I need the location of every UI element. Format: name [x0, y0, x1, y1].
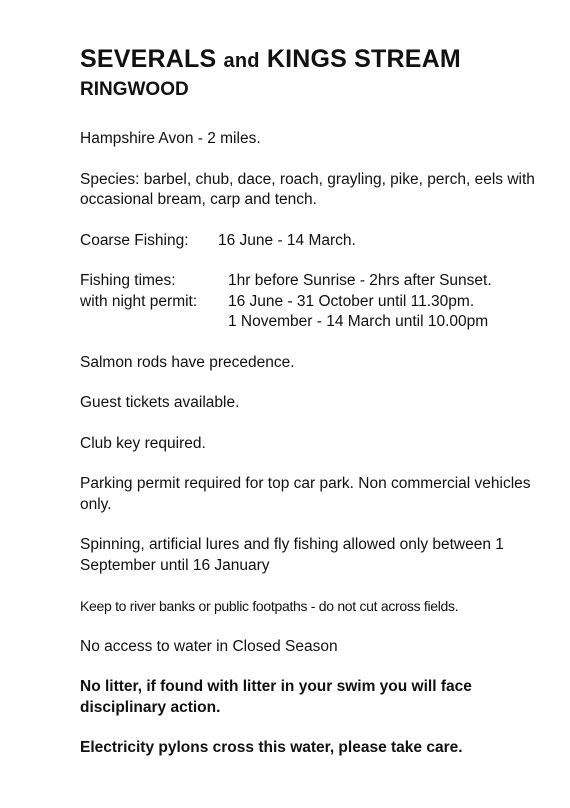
coarse-fishing-label: Coarse Fishing:: [80, 231, 189, 249]
night-permit-value-1: 16 June - 31 October until 11.30pm.: [228, 292, 475, 310]
night-permit-value-2: 1 November - 14 March until 10.00pm: [228, 313, 489, 330]
banks-rule: Keep to river banks or public footpaths - do not cut across fields.: [80, 598, 459, 614]
night-permit-spacer: [80, 312, 228, 333]
litter-rule: No litter, if found with litter in your swim you will face disciplinary action.: [80, 678, 472, 716]
guest-rule: Guest tickets available.: [80, 394, 240, 411]
spinning-rule: Spinning, artificial lures and fly fishing allowed only between 1 September until 16 January: [80, 536, 504, 574]
fishing-times-value: 1hr before Sunrise - 2hrs after Sunset.: [228, 272, 492, 289]
page-subtitle: RINGWOOD: [80, 79, 189, 100]
notice-document: [80, 44, 550, 759]
river-info: Hampshire Avon - 2 miles.: [80, 130, 261, 147]
coarse-fishing-value: 16 June - 14 March.: [218, 231, 356, 249]
species-info: Species: barbel, chub, dace, roach, grayling, pike, perch, eels with occasional bream, carp and tench.: [80, 170, 535, 208]
pylons-rule: Electricity pylons cross this water, please take care.: [80, 739, 463, 756]
fishing-times-label: Fishing times:: [80, 272, 176, 289]
night-permit-row-2: [80, 312, 550, 333]
parking-rule: Parking permit required for top car park. Non commercial vehicles only.: [80, 475, 531, 513]
key-rule: Club key required.: [80, 434, 206, 452]
coarse-fishing-row: [80, 231, 550, 252]
night-permit-row: [80, 292, 550, 313]
access-rule: No access to water in Closed Season: [80, 637, 338, 655]
title-part-2: KINGS STREAM: [266, 45, 461, 73]
fishing-times-row: [80, 271, 550, 292]
fishing-times-block: [80, 271, 550, 333]
night-permit-label: with night permit:: [80, 292, 198, 310]
title-part-1: SEVERALS: [80, 45, 217, 73]
title-and: and: [223, 50, 260, 72]
salmon-rule: Salmon rods have precedence.: [80, 353, 295, 371]
page-title: [80, 44, 550, 76]
